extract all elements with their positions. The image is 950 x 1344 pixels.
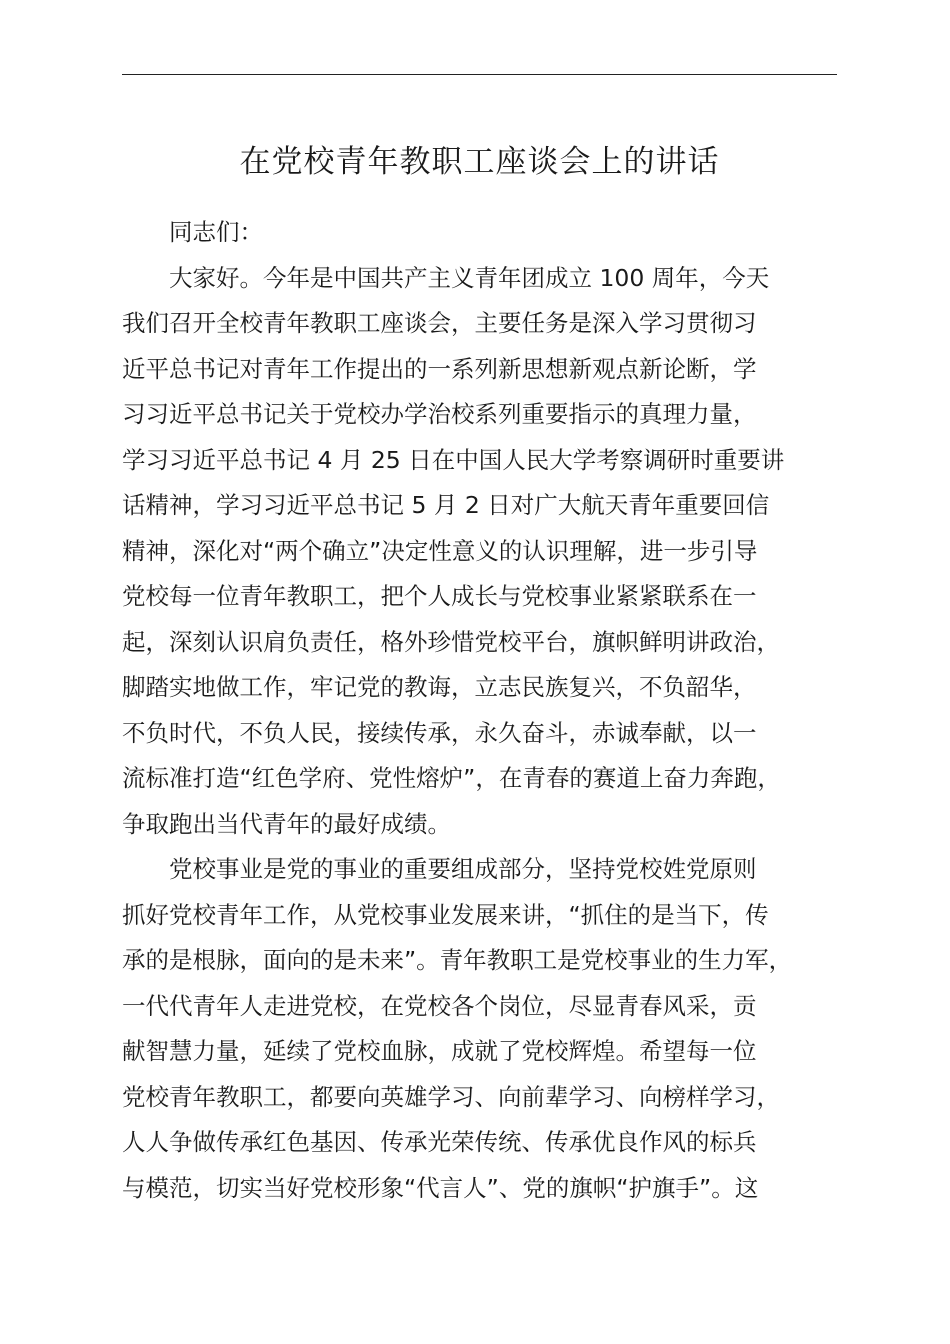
paragraph-line: 人人争做传承红色基因、传承光荣传统、传承优良作风的标兵: [122, 1128, 757, 1156]
document-title: 在党校青年教职工座谈会上的讲话: [239, 144, 720, 180]
paragraph-line: 抓好党校青年工作，从党校事业发展来讲，“抓住的是当下，传: [122, 900, 769, 929]
paragraph-line: 争取跑出当代青年的最好成绩。: [122, 809, 451, 838]
paragraph-line: 献智慧力量，延续了党校血脉，成就了党校辉煌。希望每一位: [122, 1037, 757, 1065]
paragraph-line: 党校青年教职工，都要向英雄学习、向前辈学习、向榜样学习，: [122, 1082, 780, 1111]
paragraph-line: 话精神，学习习近平总书记 5 月 2 日对广大航天青年重要回信: [122, 491, 770, 519]
paragraph-line: 大家好。今年是中国共产主义青年团成立 100 周年，今天: [169, 263, 770, 292]
salutation: 同志们：: [169, 218, 263, 246]
paragraph-line: 学习习近平总书记 4 月 25 日在中国人民大学考察调研时重要讲: [122, 445, 785, 474]
paragraph-line: 流标准打造“红色学府、党性熔炉”，在青春的赛道上奋力奔跑，: [122, 764, 781, 792]
paragraph-line: 精神，深化对“两个确立”决定性意义的认识理解，进一步引导: [122, 536, 758, 565]
paragraph-1: [122, 256, 837, 848]
paragraph-line: 脚踏实地做工作，牢记党的教诲，立志民族复兴，不负韶华，: [122, 673, 757, 701]
paragraph-line: 我们召开全校青年教职工座谈会，主要任务是深入学习贯彻习: [122, 309, 757, 337]
paragraph-2: [122, 847, 837, 1211]
document-body: [122, 210, 837, 1211]
paragraph-line: 近平总书记对青年工作提出的一系列新思想新观点新论断，学: [122, 354, 757, 383]
paragraph-line: 一代代青年人走进党校，在党校各个岗位，尽显青春风采，贡: [122, 991, 757, 1020]
paragraph-line: 习习近平总书记关于党校办学治校系列重要指示的真理力量，: [122, 400, 757, 428]
paragraph-line: 起，深刻认识肩负责任，格外珍惜党校平台，旗帜鲜明讲政治，: [122, 627, 780, 656]
paragraph-line: 与模范，切实当好党校形象“代言人”、党的旗帜“护旗手”。这: [122, 1173, 759, 1202]
paragraph-line: 党校事业是党的事业的重要组成部分，坚持党校姓党原则: [169, 855, 757, 883]
header-rule: [122, 74, 837, 75]
paragraph-line: 承的是根脉，面向的是未来”。青年教职工是党校事业的生力军，: [122, 946, 793, 974]
paragraph-line: 不负时代，不负人民，接续传承，永久奋斗，赤诚奉献，以一: [122, 718, 757, 747]
paragraph-line: 党校每一位青年教职工，把个人成长与党校事业紧紧联系在一: [122, 582, 757, 610]
